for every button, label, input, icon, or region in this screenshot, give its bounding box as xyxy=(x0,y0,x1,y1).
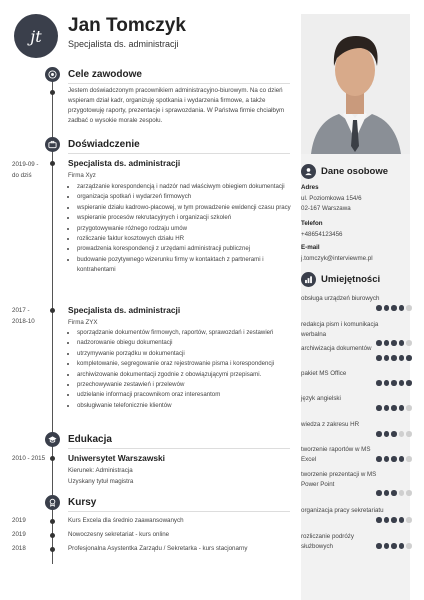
skill-name: rozliczanie podróży służbowych xyxy=(301,533,354,550)
duty-item: • wspieranie działu kadrowo-płacowej, w tym prowadzenie ewidencji czasu pracy xyxy=(77,203,295,213)
rating-dot-filled xyxy=(384,305,390,311)
rating-dot-filled xyxy=(376,431,382,437)
job-company: Firma Xyz xyxy=(68,172,96,179)
duty-item: • obsługiwanie telefonicznie klientów xyxy=(77,401,295,411)
skill-name: redakcja pism i komunikacja werbalna xyxy=(301,321,379,338)
candidate-title: Specjalista ds. administracji xyxy=(68,39,179,49)
skill-name: pakiet MS Office xyxy=(301,370,347,377)
target-icon xyxy=(45,67,60,82)
course-row xyxy=(12,531,292,545)
rating-dot-filled xyxy=(384,405,390,411)
briefcase-icon xyxy=(45,137,60,152)
rating-dot-filled xyxy=(406,380,412,386)
skill-rating xyxy=(376,490,412,496)
rating-dot-filled xyxy=(376,305,382,311)
skill-rating xyxy=(376,355,412,361)
course-name: Kurs Excela dla średnio zaawansowanych xyxy=(68,517,184,524)
rating-dot-empty xyxy=(406,405,412,411)
rating-dot-filled xyxy=(384,431,390,437)
duty-item: • kompletowanie, segregowanie oraz rejestrowanie pisma i korespondencji xyxy=(77,359,295,369)
rating-dot-empty xyxy=(406,305,412,311)
skill-name: obsługa urządzeń biurowych xyxy=(301,295,380,302)
rating-dot-filled xyxy=(384,380,390,386)
rating-dot-filled xyxy=(391,517,397,523)
timeline-dot xyxy=(50,161,55,166)
job-dates: 2019-09 - do dziś xyxy=(12,161,39,179)
course-year: 2018 xyxy=(12,545,26,552)
timeline-dot xyxy=(50,90,55,95)
section-divider xyxy=(68,511,290,512)
duty-item: • rozliczanie faktur kosztowych działu HR xyxy=(77,234,295,244)
rating-dot-filled xyxy=(384,490,390,496)
graduation-cap-icon xyxy=(45,432,60,447)
skill-name: tworzenie prezentacji w MS Power Point xyxy=(301,471,377,488)
timeline-dot xyxy=(50,456,55,461)
rating-dot-empty xyxy=(406,456,412,462)
phone-label: Telefon xyxy=(301,220,323,227)
school-name: Uniwersytet Warszawski xyxy=(68,453,165,463)
rating-dot-empty xyxy=(399,431,405,437)
rating-dot-filled xyxy=(399,543,405,549)
course-name: Profesjonalna Asystentka Zarządu / Sekretarka - kurs stacjonarny xyxy=(68,545,248,552)
skill-rating xyxy=(376,431,412,437)
rating-dot-filled xyxy=(399,305,405,311)
rating-dot-filled xyxy=(384,543,390,549)
education-heading: Edukacja xyxy=(68,434,112,445)
rating-dot-filled xyxy=(391,340,397,346)
monogram-logo xyxy=(14,14,58,58)
rating-dot-filled xyxy=(391,431,397,437)
experience-heading: Doświadczenie xyxy=(68,139,140,150)
rating-dot-filled xyxy=(391,405,397,411)
rating-dot-filled xyxy=(376,543,382,549)
duty-item: • sporządzanie dokumentów firmowych, raportów, sprawozdań i zestawień xyxy=(77,328,295,338)
rating-dot-filled xyxy=(399,517,405,523)
profile-photo xyxy=(301,14,410,154)
rating-dot-filled xyxy=(376,380,382,386)
education-field: Kierunek: Administracja xyxy=(68,467,133,474)
rating-dot-filled xyxy=(406,355,412,361)
skill-rating xyxy=(376,380,412,386)
duty-item: • utrzymywanie porządku w dokumentacji xyxy=(77,349,295,359)
address-line1: ul. Poziomkowa 154/6 xyxy=(301,195,362,202)
rating-dot-empty xyxy=(406,543,412,549)
rating-dot-filled xyxy=(391,490,397,496)
candidate-name: Jan Tomczyk xyxy=(68,15,186,36)
skill-name: organizacja pracy sekretariatu xyxy=(301,507,384,514)
address-line2: 02-167 Warszawa xyxy=(301,205,351,212)
course-year: 2019 xyxy=(12,517,26,524)
section-divider xyxy=(68,153,290,154)
skill-name: język angielski xyxy=(301,395,341,402)
certificate-icon xyxy=(45,495,60,510)
skill-rating xyxy=(376,405,412,411)
monogram-text: jt xyxy=(30,26,42,46)
objective-heading: Cele zawodowe xyxy=(68,69,142,80)
duty-item: • budowanie pozytywnego wizerunku firmy w kontaktach z partnerami i kontrahentami xyxy=(77,255,295,276)
skill-name: wiedza z zakresu HR xyxy=(301,421,360,428)
rating-dot-filled xyxy=(399,456,405,462)
rating-dot-filled xyxy=(376,355,382,361)
job-duties-list xyxy=(68,328,295,411)
skills-icon xyxy=(301,272,316,287)
duty-item: • nadzorowanie obiegu dokumentacji xyxy=(77,338,295,348)
email-value: j.tomczyk@interviewme.pl xyxy=(301,255,373,262)
user-icon xyxy=(301,164,316,179)
rating-dot-empty xyxy=(406,517,412,523)
rating-dot-filled xyxy=(384,517,390,523)
rating-dot-filled xyxy=(376,490,382,496)
rating-dot-filled xyxy=(376,456,382,462)
timeline-dot xyxy=(50,308,55,313)
rating-dot-empty xyxy=(406,431,412,437)
duty-item: • prowadzenia korespondencji z urzędami administracji publicznej xyxy=(77,244,295,254)
course-year: 2019 xyxy=(12,531,26,538)
skill-name: archiwizacja dokumentów xyxy=(301,345,372,352)
job-title: Specjalista ds. administracji xyxy=(68,305,181,315)
duty-item: • wspieranie procesów rekrutacyjnych i organizacji szkoleń xyxy=(77,213,295,223)
course-name: Nowoczesny sekretariat - kurs online xyxy=(68,531,170,538)
rating-dot-empty xyxy=(399,490,405,496)
rating-dot-filled xyxy=(399,405,405,411)
skill-rating xyxy=(376,543,412,549)
rating-dot-filled xyxy=(391,380,397,386)
duty-item: • zarządzanie korespondencją i nadzór nad właściwym obiegiem dokumentacji xyxy=(77,182,295,192)
job-duties-list xyxy=(68,182,295,276)
duty-item: • archiwizowanie dokumentacji zgodnie z obowiązującymi przepisami. xyxy=(77,370,295,380)
rating-dot-empty xyxy=(406,490,412,496)
objective-text: Jestem doświadczonym pracownikiem administracyjno-biurowym. Na co dzień wspieram dział kadr, organizuję spotkania i wydarzenia firmowe, a także przygotowuję raporty, prezentacje i sprawozdania. W Państwa firmie chciałbym zadbać o wysokie morale zespołu. xyxy=(68,87,285,124)
skills-heading: Umiejętności xyxy=(321,274,381,285)
duty-item: • przechowywanie zestawień i przelewów xyxy=(77,380,295,390)
courses-heading: Kursy xyxy=(68,497,97,508)
education-dates: 2010 - 2015 xyxy=(12,455,46,462)
skill-rating xyxy=(376,517,412,523)
email-label: E-mail xyxy=(301,244,320,251)
address-label: Adres xyxy=(301,184,319,191)
rating-dot-filled xyxy=(399,355,405,361)
section-divider xyxy=(68,83,290,84)
duty-item: • przygotowywanie różnego rodzaju umów xyxy=(77,224,295,234)
rating-dot-empty xyxy=(406,340,412,346)
rating-dot-filled xyxy=(384,456,390,462)
course-row xyxy=(12,517,292,531)
rating-dot-filled xyxy=(391,456,397,462)
rating-dot-filled xyxy=(399,380,405,386)
personal-heading: Dane osobowe xyxy=(321,166,389,177)
job-title: Specjalista ds. administracji xyxy=(68,158,181,168)
skill-rating xyxy=(376,456,412,462)
rating-dot-filled xyxy=(376,517,382,523)
education-degree: Uzyskany tytuł magistra xyxy=(68,478,134,485)
phone-value: +48654123456 xyxy=(301,231,343,238)
rating-dot-filled xyxy=(399,340,405,346)
rating-dot-filled xyxy=(391,543,397,549)
rating-dot-filled xyxy=(391,355,397,361)
rating-dot-filled xyxy=(391,305,397,311)
rating-dot-filled xyxy=(376,405,382,411)
skill-name: tworzenie raportów w MS Excel xyxy=(301,446,371,463)
duty-item: • udzielanie informacji pracownikom oraz interesantom xyxy=(77,390,295,400)
duty-item: • organizacja spotkań i wydarzeń firmowych xyxy=(77,192,295,202)
rating-dot-filled xyxy=(384,355,390,361)
section-divider xyxy=(68,448,290,449)
job-dates: 2017 - 2018-10 xyxy=(12,307,35,325)
course-row xyxy=(12,545,292,559)
skill-rating xyxy=(376,305,412,311)
job-company: Firma ZYX xyxy=(68,319,98,326)
